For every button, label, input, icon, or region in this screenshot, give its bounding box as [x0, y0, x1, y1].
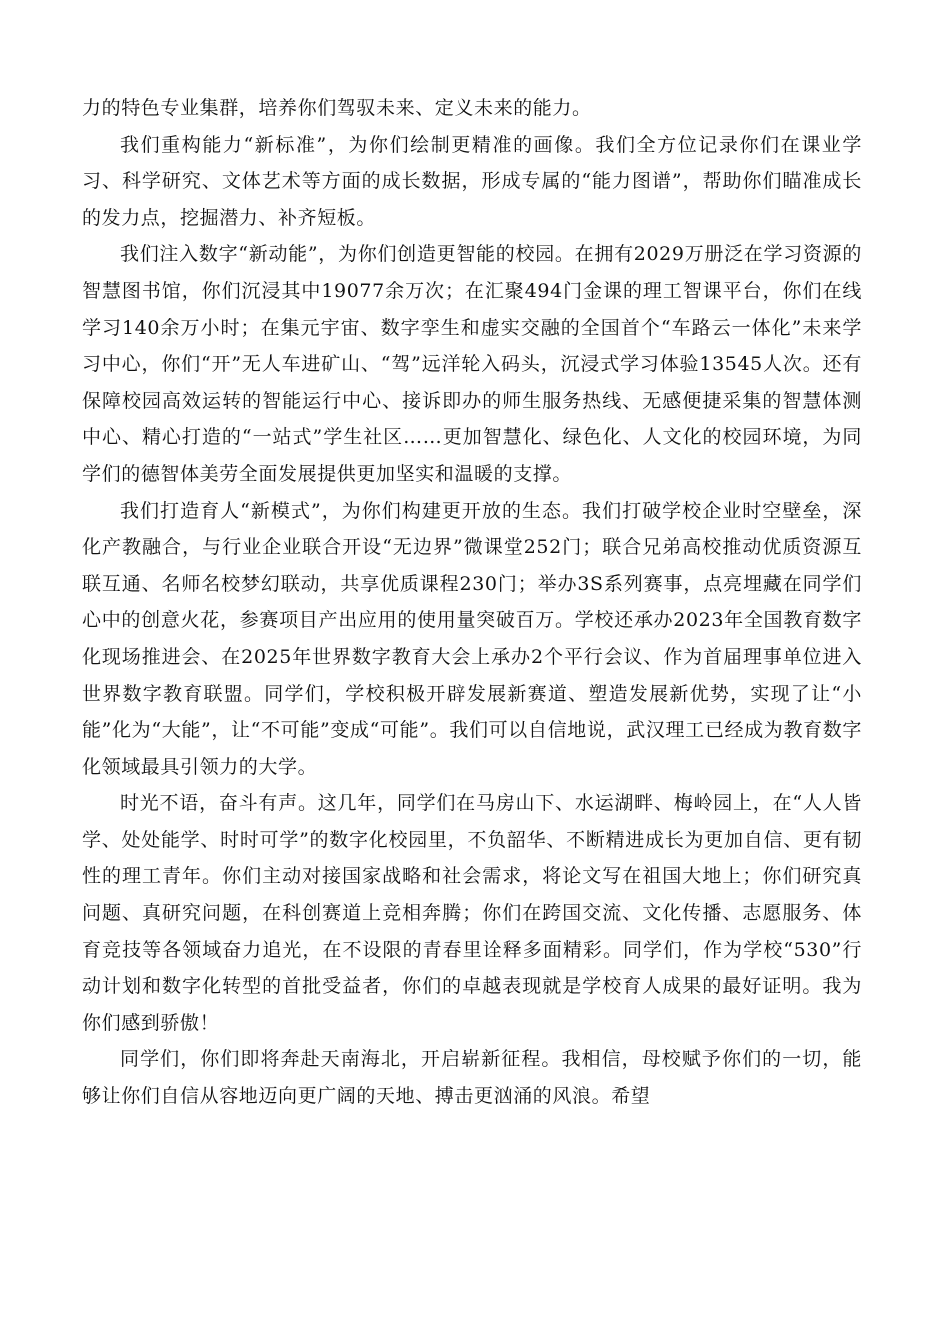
paragraph-ability-standard: 我们重构能力“新标准”，为你们绘制更精准的画像。我们全方位记录你们在课业学习、科学研究、文体艺术等方面的成长数据，形成专属的“能力图谱”，帮助你们瞄准成长的发力点，挖掘潜力、补齐短板。: [82, 133, 862, 229]
body-text: [82, 90, 862, 1115]
paragraph-continuation: 力的特色专业集群，培养你们驾驭未来、定义未来的能力。: [82, 97, 592, 119]
paragraph-digital-momentum: 我们注入数字“新动能”，为你们创造更智能的校园。在拥有2029万册泛在学习资源的智慧图书馆，你们沉浸其中19077余万次；在汇聚494门金课的理工智课平台，你们在线学习140余万小时；在集元宇宙、数字孪生和虚实交融的全国首个“车路云一体化”未来学习中心，你们“开”无人车进矿山、“驾”远洋轮入码头，沉浸式学习体验13545人次。还有保障校园高效运转的智能运行中心、接诉即办的师生服务热线、无感便捷采集的智慧体测中心、精心打造的“一站式”学生社区……更加智慧化、绿色化、人文化的校园环境，为同学们的德智体美劳全面发展提供更加坚实和温暖的支撑。: [82, 243, 862, 485]
paragraph-education-model: 我们打造育人“新模式”，为你们构建更开放的生态。我们打破学校企业时空壁垒，深化产教融合，与行业企业联合开设“无边界”微课堂252门；联合兄弟高校推动优质资源互联互通、名师名校梦幻联动，共享优质课程230门；举办3S系列赛事，点亮埋藏在同学们心中的创意火花，参赛项目产出应用的使用量突破百万。学校还承办2023年全国教育数字化现场推进会、在2025年世界数字教育大会上承办2个平行会议、作为首届理事单位进入世界数字教育联盟。同学们，学校积极开辟发展新赛道、塑造发展新优势，实现了让“小能”化为“大能”，让“不可能”变成“可能”。我们可以自信地说，武汉理工已经成为教育数字化领域最具引领力的大学。: [82, 499, 862, 778]
paragraph-new-journey: 同学们，你们即将奔赴天南海北，开启崭新征程。我相信，母校赋予你们的一切，能够让你们自信从容地迈向更广阔的天地、搏击更汹涌的风浪。希望: [82, 1048, 862, 1108]
paragraph-time-struggle: 时光不语，奋斗有声。这几年，同学们在马房山下、水运湖畔、梅岭园上，在“人人皆学、处处能学、时时可学”的数字化校园里，不负韶华、不断精进成长为更加自信、更有韧性的理工青年。你们主动对接国家战略和社会需求，将论文写在祖国大地上；你们研究真问题、真研究问题，在科创赛道上竞相奔腾；你们在跨国交流、文化传播、志愿服务、体育竞技等各领域奋力追光，在不设限的青春里诠释多面精彩。同学们，作为学校“530”行动计划和数字化转型的首批受益者，你们的卓越表现就是学校育人成果的最好证明。我为你们感到骄傲！: [82, 792, 862, 1034]
